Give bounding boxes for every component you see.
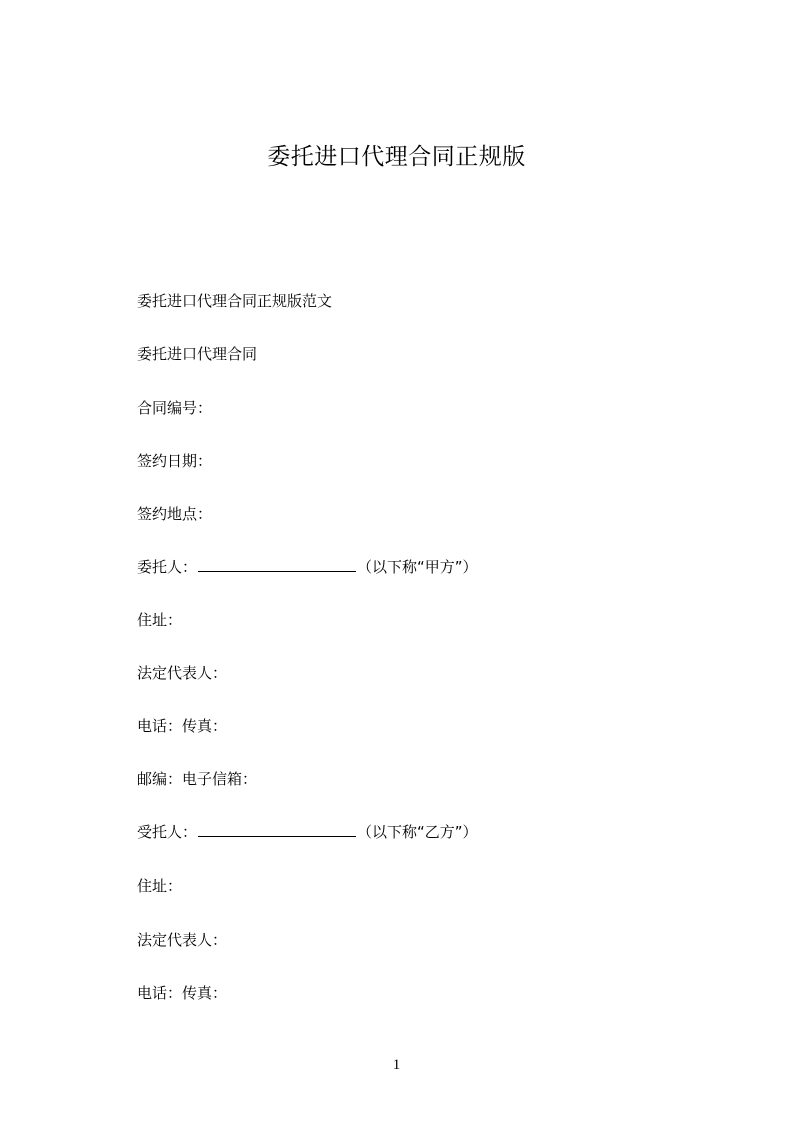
agent-address-field: 住址： [137,877,183,895]
signing-date-field: 签约日期： [137,452,213,470]
page-number: 1 [392,1057,401,1073]
agent-phone-fax-field: 电话：传真： [137,984,228,1002]
agent-blank [198,822,356,837]
document-subtitle: 委托进口代理合同正规版范文 [137,292,333,310]
contract-name: 委托进口代理合同 [137,345,258,363]
agent-suffix: （以下称“乙方”） [357,823,478,841]
principal-postcode-email-field: 邮编：电子信箱： [137,770,258,788]
agent-line [137,822,478,842]
principal-line [137,557,478,577]
agent-legal-rep-field: 法定代表人： [137,931,228,949]
principal-suffix: （以下称“甲方”） [357,558,478,576]
principal-label: 委托人： [137,558,198,576]
principal-blank [198,557,356,572]
agent-label: 受托人： [137,823,198,841]
document-title: 委托进口代理合同正规版 [267,144,526,170]
signing-place-field: 签约地点： [137,505,213,523]
principal-legal-rep-field: 法定代表人： [137,664,228,682]
contract-number-field: 合同编号： [137,399,213,417]
principal-phone-fax-field: 电话：传真： [137,717,228,735]
principal-address-field: 住址： [137,611,183,629]
